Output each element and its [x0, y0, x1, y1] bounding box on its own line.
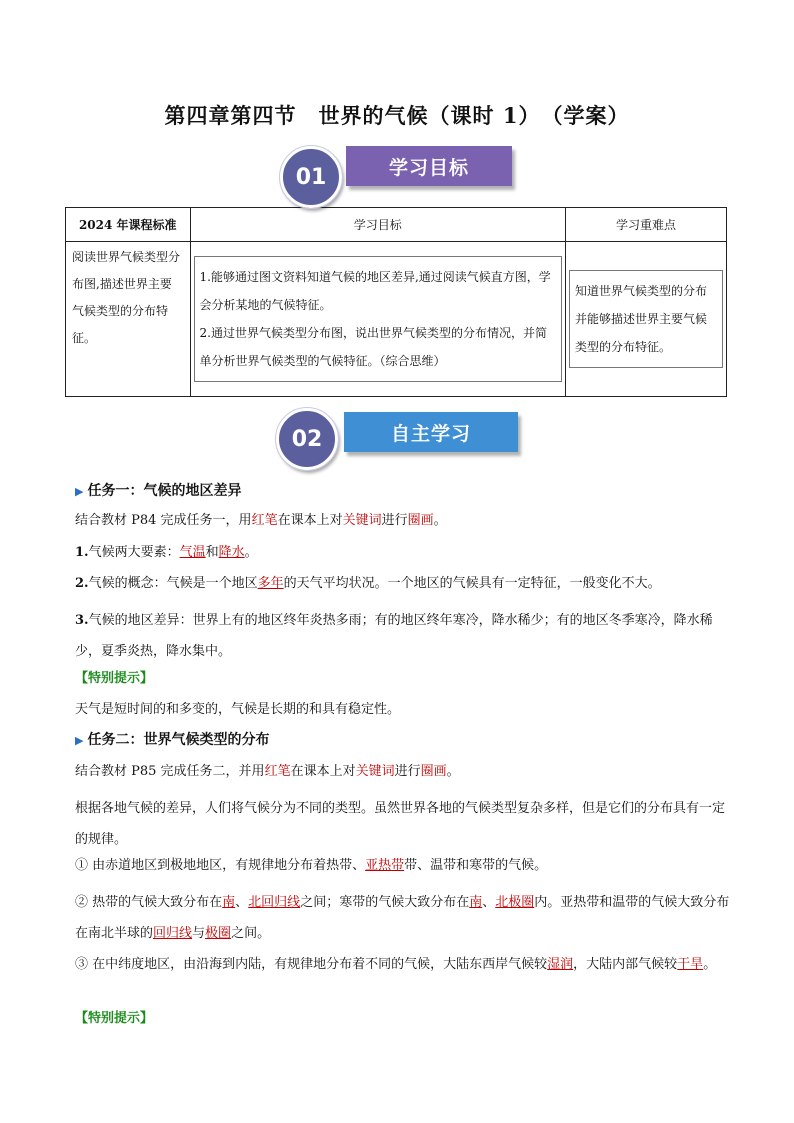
learning-goals-cell: [190, 242, 566, 397]
text: ③ 在中纬度地区，由沿海到内陆，有规律地分布着不同的气候，大陆东西岸气候较: [75, 957, 548, 972]
text: 在课本上对: [290, 764, 356, 779]
task2-heading: [75, 730, 735, 751]
text: 的天气平均状况。一个地区的气候具有一定特征，一般变化不大。: [283, 576, 661, 591]
text: 内。亚热带和温带的气候大致分布在南北半球的: [75, 895, 730, 941]
curriculum-standard-cell: 阅读世界气候类型分布图,描述世界主要气候类型的分布特征。: [66, 242, 191, 397]
text: ② 热带的气候大致分布在: [75, 895, 223, 910]
text: 之间。: [231, 926, 271, 941]
answer-blank: 北回归线: [248, 895, 301, 910]
table-header: 学习目标: [190, 208, 566, 242]
page-title: 第四章第四节 世界的气候（课时 1） （学案）: [164, 103, 630, 128]
task2-heading-text: 任务二：世界气候类型的分布: [87, 732, 270, 748]
task2-item-2: [75, 887, 735, 949]
keyword: 圈画: [420, 764, 447, 779]
section-label: 学习目标: [346, 146, 512, 186]
special-tip-label: 【特别提示】: [75, 1011, 154, 1026]
task1-intro: [75, 511, 735, 531]
text: 在课本上对: [277, 513, 343, 528]
answer-blank: 气温: [179, 545, 206, 560]
text: 、: [482, 895, 496, 910]
text: 和: [205, 545, 219, 560]
table-header-row: [66, 208, 727, 242]
task1-item-1: [75, 543, 735, 563]
task2-item-1: [75, 856, 735, 876]
task1-item-2: [75, 574, 735, 594]
text: 。: [244, 545, 258, 560]
keyword: 圈画: [407, 513, 434, 528]
answer-blank: 北极圈: [495, 895, 535, 910]
key-difficulty-box: 知道世界气候类型的分布并能够描述世界主要气候类型的分布特征。: [569, 270, 723, 368]
table-row: [66, 242, 727, 397]
answer-blank: 干旱: [677, 957, 704, 972]
answer-blank: 降水: [218, 545, 245, 560]
section-badge-self-study: [276, 408, 526, 472]
text: 进行: [394, 764, 421, 779]
answer-blank: 多年: [257, 576, 284, 591]
text: 、: [235, 895, 249, 910]
table-header: 2024 年课程标准: [66, 208, 191, 242]
table-header: 学习重难点: [566, 208, 727, 242]
item-number: 2.: [75, 576, 89, 591]
item-number: 3.: [75, 613, 89, 628]
task1-heading-text: 任务一：气候的地区差异: [87, 483, 242, 499]
text: 带、温带和寒带的气候。: [404, 858, 548, 873]
triangle-icon: ▶: [75, 485, 84, 498]
triangle-icon: ▶: [75, 734, 84, 747]
text: 之间；寒带的气候大致分布在: [300, 895, 470, 910]
keyword: 红笔: [251, 513, 278, 528]
keyword: 关键词: [355, 764, 395, 779]
keyword: 红笔: [264, 764, 291, 779]
section-label: 自主学习: [344, 412, 518, 452]
answer-blank: 回归线: [153, 926, 193, 941]
text: 气候两大要素：: [88, 545, 180, 560]
text: 。: [703, 957, 717, 972]
task1-item-3: [75, 605, 735, 667]
text: ，大陆内部气候较: [573, 957, 678, 972]
section-badge-objectives: [280, 146, 520, 210]
task1-heading: [75, 481, 735, 502]
text: 结合教材 P85 完成任务二，并用: [75, 764, 265, 779]
item-number: 1.: [75, 545, 89, 560]
answer-blank: 南: [222, 895, 236, 910]
learning-goal-1: 1.能够通过图文资料知道气候的地区差异,通过阅读气候直方图，学会分析某地的气候特征。: [199, 270, 551, 312]
key-difficulty-cell: [566, 242, 727, 397]
text: 与: [192, 926, 206, 941]
section-number: 01: [280, 146, 342, 208]
answer-blank: 亚热带: [365, 858, 405, 873]
answer-blank: 极圈: [205, 926, 232, 941]
learning-goal-2: 2.通过世界气候类型分布图，说出世界气候类型的分布情况，并简单分析世界气候类型的气候特征。（综合思维）: [199, 326, 547, 368]
text: ① 由赤道地区到极地地区，有规律地分布着热带、: [75, 858, 366, 873]
special-tip-label: 【特别提示】: [75, 671, 154, 686]
text: 进行: [381, 513, 408, 528]
text: 气候的地区差异：世界上有的地区终年炎热多雨；有的地区终年寒冷，降水稀少；有的地区冬季寒冷，降水稀少，夏季炎热，降水集中。: [75, 613, 713, 659]
answer-blank: 南: [469, 895, 483, 910]
answer-blank: 湿润: [547, 957, 574, 972]
keyword: 关键词: [342, 513, 382, 528]
task2-paragraph: 根据各地气候的差异，人们将气候分为不同的类型。虽然世界各地的气候类型复杂多样，但是它们的分布具有一定的规律。: [75, 801, 726, 847]
task2-intro: [75, 762, 735, 782]
text: 。: [446, 764, 460, 779]
text: 气候的概念：气候是一个地区: [88, 576, 258, 591]
text: 结合教材 P84 完成任务一，用: [75, 513, 252, 528]
task2-item-3: [75, 949, 735, 980]
task1-tip-text: 天气是短时间的和多变的，气候是长期的和具有稳定性。: [75, 702, 401, 717]
learning-goals-box: [194, 256, 563, 382]
objectives-table: [65, 207, 727, 397]
text: 。: [433, 513, 447, 528]
section-number: 02: [276, 408, 338, 470]
